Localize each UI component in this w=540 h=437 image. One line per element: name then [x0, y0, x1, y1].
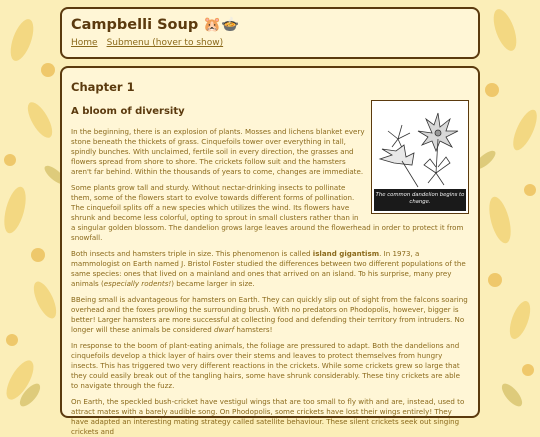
dwarf-emphasis: dwarf [214, 325, 235, 334]
paragraph-3-text-e: ) became larger in size. [171, 279, 255, 288]
paragraph-2: Some plants grow tall and sturdy. Without nectar-drinking insects to pollinate them, some of the flowers start to evolve towards different forms of pollination. The cinquefoil splits off a new species which utilizes the wind. Its flowers have shrunk and become less colorful, opting to sprout in small clusters rather than in a singular golden blossom. The dandelion grows large leaves around the flowerhead in order to protect it from snowfall. [71, 183, 464, 242]
paragraph-3-text-a: Both insects and hamsters triple in size. This phenomenon is called [71, 249, 313, 258]
nav-bar [71, 37, 469, 49]
paragraph-1: In the beginning, there is an explosion of plants. Mosses and lichens blanket every stone beneath the thickets of grass. Cinquefoils tower over everything in tall, spindly bunches. With unclaimed, fertile soil in every direction, the grasses and flowers spread from shore to shore. The crickets follow suit and the hamsters aren't far behind. Within the thousands of years to come, changes are immediate. [71, 127, 365, 176]
chapter-title: Chapter 1 [71, 80, 135, 94]
paragraph-3 [71, 249, 469, 289]
paragraph-3-text-c: . In 1973, a mammologist on Earth named J. Bristol Foster studied the differences between two different populations of the same species: ones that lived on a mainland and ones that arrived on an island. To his surprise, many prey animals ( [71, 249, 466, 288]
dandelion-illustration [374, 103, 466, 189]
island-gigantism-term: island gigantism [312, 249, 380, 258]
paragraph-6: On Earth, the speckled bush-cricket have vestigul wings that are too small to fly with and are, instead, used to attract mates with a barely audible song. On Phodopolis, some crickets have lost their wings entirely! They have adapted an interesting mating strategy called satellite behaviour. These silent crickets seek out singing crickets and [71, 397, 465, 436]
dandelion-figure [371, 100, 469, 214]
paragraph-4-text-a: BBeing small is advantageous for hamsters on Earth. They can quickly slip out of sight from the falcons soaring overhead and the foxes prowling the surrounding brush. With no predators on Phodopolis, however, bigger is better! Larger hamsters are more successful at collecting food and defending their territory from intruders. No longer will these animals be considered [71, 295, 468, 334]
paragraph-4-text-c: hamsters! [234, 325, 273, 334]
paragraph-5: In response to the boom of plant-eating animals, the foliage are pressured to adapt. Both the dandelions and cinquefoils develop a thick layer of hairs over their stems and leaves to protect themselves from hungry insects. This has triggered two very different reactions in the crickets. While some crickets grew so large that they could easily break out of the tangling hairs, some have shrunk considerably. These tiny crickets are able to navigate through the fuzz. [71, 341, 460, 390]
nav-link-submenu[interactable]: Submenu (hover to show) [106, 38, 224, 48]
section-title: A bloom of diversity [71, 106, 185, 117]
especially-rodents-emphasis: especially rodents! [103, 279, 172, 288]
site-title: Campbelli Soup 🐹🍲 [71, 17, 240, 33]
nav-link-home[interactable]: Home [71, 38, 98, 48]
paragraph-4 [71, 295, 469, 335]
main-content [60, 66, 480, 436]
site-header [60, 7, 480, 59]
figure-caption: The common dandelion begins to change. [374, 189, 466, 211]
